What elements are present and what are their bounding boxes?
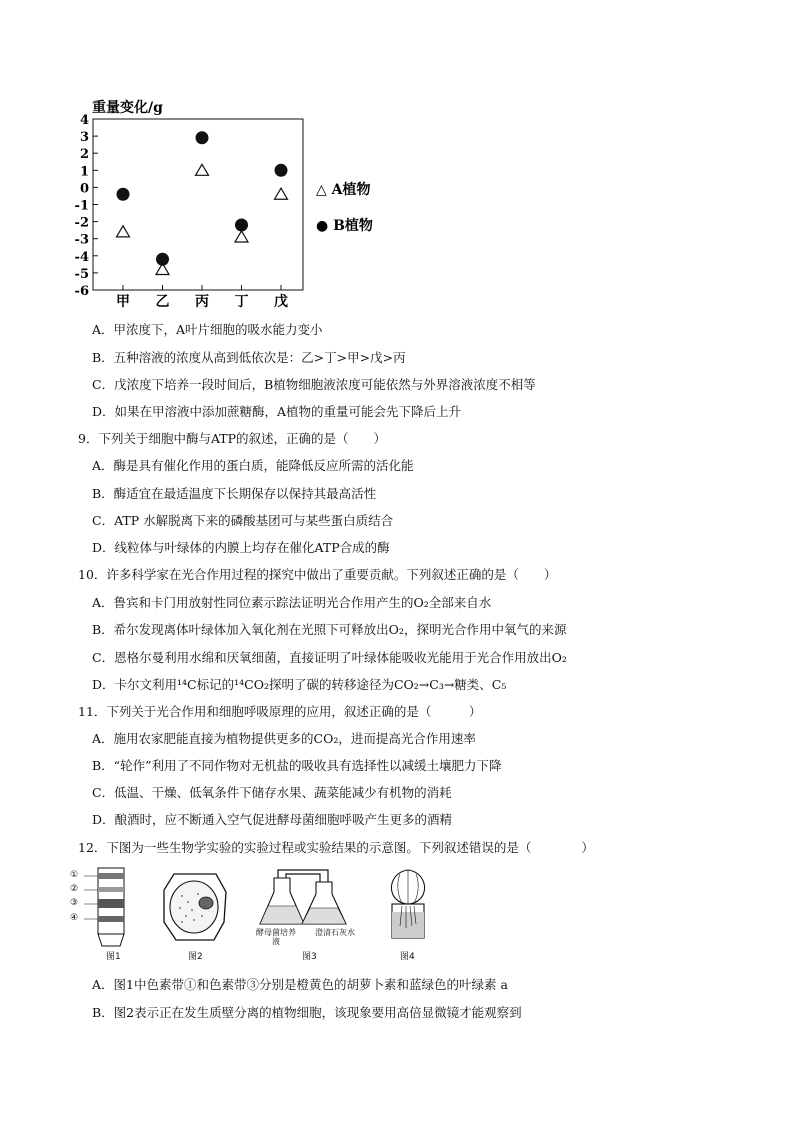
q8-option-d: D．如果在甲溶液中添加蔗糖酶，A植物的重量可能会先下降后上升 bbox=[92, 404, 462, 419]
point-a-plant bbox=[235, 231, 248, 242]
point-a-plant bbox=[196, 164, 209, 175]
y-tick-label: -2 bbox=[74, 215, 89, 231]
q12-figures bbox=[70, 862, 450, 962]
q10-option-b: B．希尔发现离体叶绿体加入氧化剂在光照下可释放出O₂，探明光合作用中氧气的来源 bbox=[92, 622, 567, 637]
q11-stem: 11．下列关于光合作用和细胞呼吸原理的应用，叙述正确的是（ ） bbox=[78, 704, 482, 719]
q9-option-d: D．线粒体与叶绿体的内膜上均存在催化ATP合成的酶 bbox=[92, 540, 390, 555]
y-tick-label: -6 bbox=[74, 284, 89, 299]
x-tick-label: 丙 bbox=[195, 294, 209, 310]
fig3-left-label: 酵母菌培养液 bbox=[256, 928, 296, 946]
q8-option-a: A．甲浓度下，A叶片细胞的吸水能力变小 bbox=[92, 322, 323, 337]
band-label-1: ① bbox=[70, 870, 79, 880]
q11-option-c: C．低温、干燥、低氧条件下储存水果、蔬菜能减少有机物的消耗 bbox=[92, 785, 452, 800]
band-label-3: ③ bbox=[70, 898, 79, 908]
point-b-plant bbox=[156, 253, 169, 266]
point-b-plant bbox=[275, 164, 288, 177]
q11-option-d: D．酿酒时，应不断通入空气促进酵母菌细胞呼吸产生更多的酒精 bbox=[92, 812, 453, 827]
y-tick-label: -3 bbox=[74, 232, 89, 248]
point-b-plant bbox=[235, 219, 248, 232]
q8-option-c: C．戊浓度下培养一段时间后，B植物细胞液浓度可能依然与外界溶液浓度不相等 bbox=[92, 377, 536, 392]
fig4-caption: 图4 bbox=[400, 952, 415, 962]
fig3-caption: 图3 bbox=[302, 952, 317, 962]
q10-option-c: C．恩格尔曼利用水绵和厌氧细菌，直接证明了叶绿体能吸收光能用于光合作用放出O₂ bbox=[92, 650, 567, 665]
q10-option-a: A．鲁宾和卡门用放射性同位素示踪法证明光合作用产生的O₂全部来自水 bbox=[92, 595, 492, 610]
legend-a: △ A植物 bbox=[316, 182, 371, 198]
x-tick-label: 丁 bbox=[234, 294, 249, 310]
y-tick-label: -1 bbox=[74, 198, 89, 214]
y-tick-label: -5 bbox=[74, 266, 89, 282]
y-tick-label: 0 bbox=[79, 181, 89, 197]
q9-option-c: C．ATP 水解脱离下来的磷酸基团可与某些蛋白质结合 bbox=[92, 513, 394, 528]
q12-option-a: A．图1中色素带①和色素带③分别是橙黄色的胡萝卜素和蓝绿色的叶绿素 a bbox=[92, 977, 508, 992]
y-tick-label: 2 bbox=[79, 147, 89, 163]
fig3-right-label: 澄清石灰水 bbox=[315, 928, 355, 937]
q12-stem: 12．下图为一些生物学实验的实验过程或实验结果的示意图。下列叙述错误的是（ ） bbox=[78, 840, 594, 855]
band-label-2: ② bbox=[70, 884, 79, 894]
point-b-plant bbox=[117, 188, 130, 201]
x-tick-label: 甲 bbox=[116, 294, 130, 310]
fig2-caption: 图2 bbox=[188, 952, 203, 962]
q12-option-b: B．图2表示正在发生质壁分离的植物细胞，该现象要用高倍显微镜才能观察到 bbox=[92, 1005, 522, 1020]
weight-change-chart bbox=[60, 92, 400, 312]
y-tick-label: 4 bbox=[79, 113, 89, 128]
flask-apparatus-icon bbox=[256, 864, 356, 928]
chart-ylabel: 重量变化/g bbox=[92, 100, 163, 116]
band-label-4: ④ bbox=[70, 913, 79, 923]
q10-stem: 10．许多科学家在光合作用过程的探究中做出了重要贡献。下列叙述正确的是（ ） bbox=[78, 567, 557, 582]
q9-option-b: B．酶适宜在最适温度下长期保存以保持其最高活性 bbox=[92, 486, 377, 501]
chromatography-strip-icon bbox=[84, 866, 134, 954]
y-tick-label: -4 bbox=[74, 249, 89, 265]
point-a-plant bbox=[275, 188, 288, 199]
y-tick-label: 1 bbox=[79, 164, 89, 180]
point-a-plant bbox=[117, 226, 130, 237]
y-tick-label: 3 bbox=[79, 130, 89, 146]
x-tick-label: 戊 bbox=[274, 294, 288, 310]
plot-frame bbox=[93, 119, 303, 290]
q10-option-d: D．卡尔文利用¹⁴C标记的¹⁴CO₂探明了碳的转移途径为CO₂→C₃→糖类、C₅ bbox=[92, 677, 507, 692]
legend bbox=[316, 181, 373, 234]
point-b-plant bbox=[196, 131, 209, 144]
q9-stem: 9．下列关于细胞中酶与ATP的叙述，正确的是（ ） bbox=[78, 431, 387, 446]
q9-option-a: A．酶是具有催化作用的蛋白质，能降低反应所需的活化能 bbox=[92, 458, 414, 473]
fig1-caption: 图1 bbox=[106, 952, 121, 962]
onion-beaker-icon bbox=[386, 866, 430, 942]
x-tick-label: 乙 bbox=[155, 294, 170, 310]
plasmolysis-cell-icon bbox=[162, 872, 228, 942]
legend-b: ● B植物 bbox=[316, 218, 373, 234]
q11-option-b: B．“轮作”利用了不同作物对无机盐的吸收具有选择性以减缓土壤肥力下降 bbox=[92, 758, 502, 773]
q8-option-b: B．五种溶液的浓度从高到低依次是：乙>丁>甲>戊>丙 bbox=[92, 350, 406, 365]
q11-option-a: A．施用农家肥能直接为植物提供更多的CO₂，进而提高光合作用速率 bbox=[92, 731, 476, 746]
